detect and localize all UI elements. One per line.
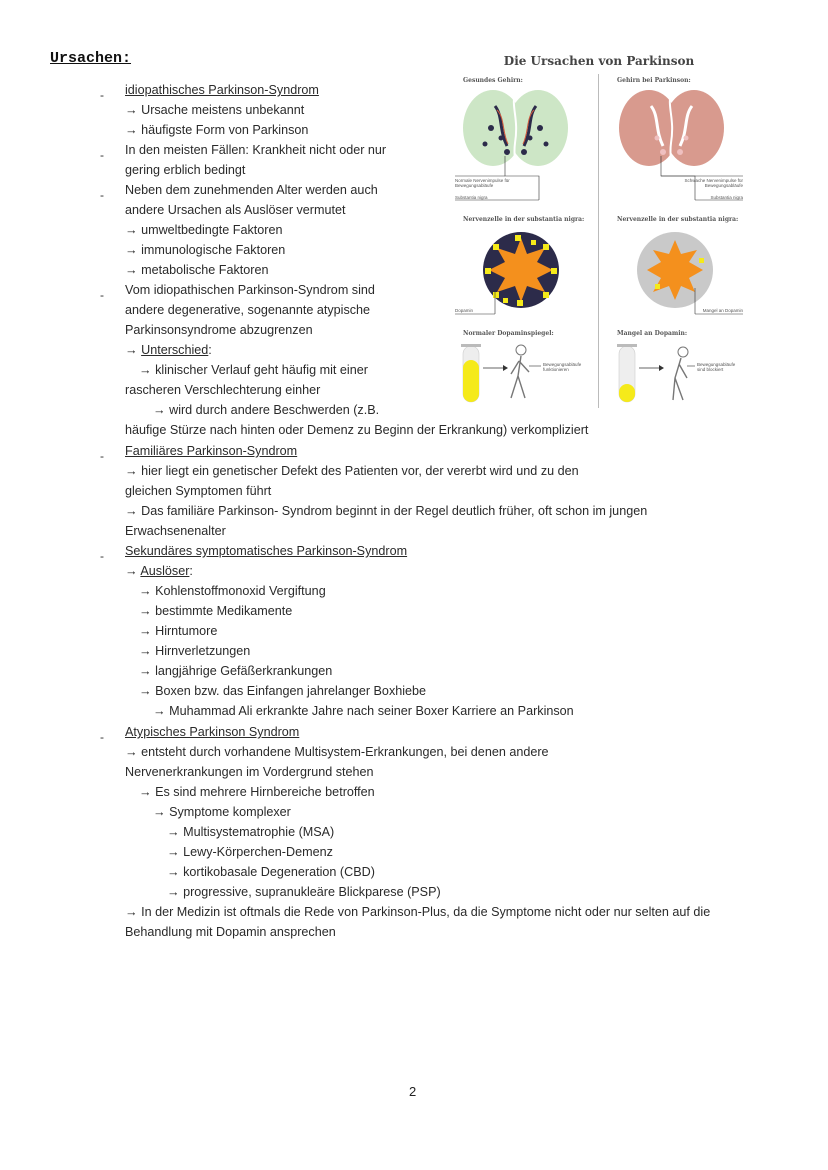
text-line: → Symptome komplexer — [153, 805, 291, 819]
text-line: → metabolische Faktoren — [125, 263, 269, 277]
bullet-dash: - — [100, 449, 104, 463]
bullet-dash: - — [100, 288, 104, 302]
bullet-dash: - — [100, 148, 104, 162]
text-line: andere degenerative, sogenannte atypische — [125, 303, 371, 317]
healthy-note-1: Normale Nervenimpulse für Bewegungsabläufe — [455, 178, 510, 188]
movement-normal-label: Bewegungsabläufe funktionieren — [543, 362, 582, 372]
dopamin-label: Dopamin — [455, 308, 474, 313]
healthy-note-2: Substantia nigra — [455, 195, 488, 200]
text-line: Behandlung mit Dopamin ansprechen — [125, 925, 336, 939]
walking-person-icon — [511, 345, 541, 398]
text-line-unterschied: → Unterschied: — [125, 343, 212, 357]
normal-dopamine-label: Normaler Dopaminspiegel: — [463, 330, 554, 337]
text-line: → umweltbedingte Faktoren — [125, 223, 283, 237]
text-line: gleichen Symptomen führt — [125, 484, 272, 498]
bullet-dash: - — [100, 549, 104, 563]
text-line: Parkinsonsyndrome abzugrenzen — [125, 323, 313, 337]
nerve-label-right: Nervenzelle in der substantia nigra: — [617, 216, 739, 223]
text-line: häufige Stürze nach hinten oder Demenz zu Beginn der Erkrankung) verkompliziert — [125, 423, 589, 437]
text-line: → wird durch andere Beschwerden (z.B. — [153, 403, 380, 417]
bullet-dash: - — [100, 188, 104, 202]
healthy-brain-label: Gesundes Gehirn: — [463, 77, 523, 84]
text-line: Vom idiopathischen Parkinson-Syndrom sind — [125, 283, 375, 297]
text-line: Nervenerkrankungen im Vordergrund stehen — [125, 765, 374, 779]
text-line: → Lewy-Körperchen-Demenz — [167, 845, 333, 859]
parkinson-note-1: Schwache Nervenimpulse für Bewegungsabläufe — [684, 178, 743, 188]
test-tube-low-icon — [617, 344, 664, 402]
nerve-cell-healthy-icon — [455, 232, 559, 314]
text-line: andere Ursachen als Auslöser vermutet — [125, 203, 346, 217]
text-line: Neben dem zunehmenden Alter werden auch — [125, 183, 378, 197]
text-line: → Kohlenstoffmonoxid Vergiftung — [139, 584, 326, 598]
list-heading-atypical: Atypisches Parkinson Syndrom — [125, 725, 300, 739]
page-number: 2 — [409, 1084, 417, 1099]
text-line: → Ursache meistens unbekannt — [125, 103, 305, 117]
brain-illustrations — [455, 48, 743, 410]
test-tube-full-icon — [461, 344, 508, 402]
text-line: → langjährige Gefäßerkrankungen — [139, 664, 333, 678]
text-line-ausloeser: → Auslöser: — [125, 564, 193, 578]
text-line: → progressive, supranukleäre Blickparese (PSP) — [167, 885, 441, 899]
text-line: → Multisystematrophie (MSA) — [167, 825, 335, 839]
text-line: → Hirntumore — [139, 624, 218, 638]
text-line: → entsteht durch vorhandene Multisystem-Erkrankungen, bei denen andere — [125, 745, 549, 759]
list-heading-idiopathic: idiopathisches Parkinson-Syndrom — [125, 83, 319, 97]
bullet-dash: - — [100, 88, 104, 102]
parkinson-causes-figure — [455, 48, 743, 410]
text-line: → Boxen bzw. das Einfangen jahrelanger Boxhiebe — [139, 684, 427, 698]
text-line: → bestimmte Medikamente — [139, 604, 293, 618]
text-line: → häufigste Form von Parkinson — [125, 123, 309, 137]
figure-title: Die Ursachen von Parkinson — [503, 54, 695, 68]
text-line: → Hirnverletzungen — [139, 644, 251, 658]
text-line: → immunologische Faktoren — [125, 243, 286, 257]
text-line: In den meisten Fällen: Krankheit nicht oder nur — [125, 143, 387, 157]
text-line: → In der Medizin ist oftmals die Rede von Parkinson-Plus, da die Symptome nicht oder nur selten auf die — [125, 905, 711, 919]
bullet-dash: - — [100, 730, 104, 744]
hunched-person-icon — [673, 347, 695, 400]
movement-deficit-label: Bewegungsabläufe sind blockiert — [697, 362, 736, 372]
text-line: → Das familiäre Parkinson- Syndrom beginnt in der Regel deutlich früher, oft schon im jungen — [125, 504, 648, 518]
text-line: → Muhammad Ali erkrankte Jahre nach seiner Boxer Karriere an Parkinson — [153, 704, 574, 718]
nerve-label-left: Nervenzelle in der substantia nigra: — [463, 216, 585, 223]
text-line: Erwachsenenalter — [125, 524, 226, 538]
text-line: gering erblich bedingt — [125, 163, 246, 177]
parkinson-note-2: Substantia nigra — [710, 195, 743, 200]
nerve-cell-parkinson-icon — [637, 232, 743, 314]
parkinson-brain-label: Gehirn bei Parkinson: — [617, 77, 691, 84]
mangel-label: Mangel an Dopamin — [702, 308, 743, 313]
text-line: rascheren Verschlechterung einher — [125, 383, 321, 397]
dopamine-deficit-label: Mangel an Dopamin: — [617, 330, 688, 337]
list-heading-familial: Familiäres Parkinson-Syndrom — [125, 444, 298, 458]
text-line: → klinischer Verlauf geht häufig mit einer — [139, 363, 368, 377]
section-heading: Ursachen: — [50, 50, 132, 67]
text-line: → hier liegt ein genetischer Defekt des Patienten vor, der vererbt wird und zu den — [125, 464, 579, 478]
text-line: → kortikobasale Degeneration (CBD) — [167, 865, 375, 879]
list-heading-secondary: Sekundäres symptomatisches Parkinson-Syndrom — [125, 544, 408, 558]
text-line: → Es sind mehrere Hirnbereiche betroffen — [139, 785, 375, 799]
